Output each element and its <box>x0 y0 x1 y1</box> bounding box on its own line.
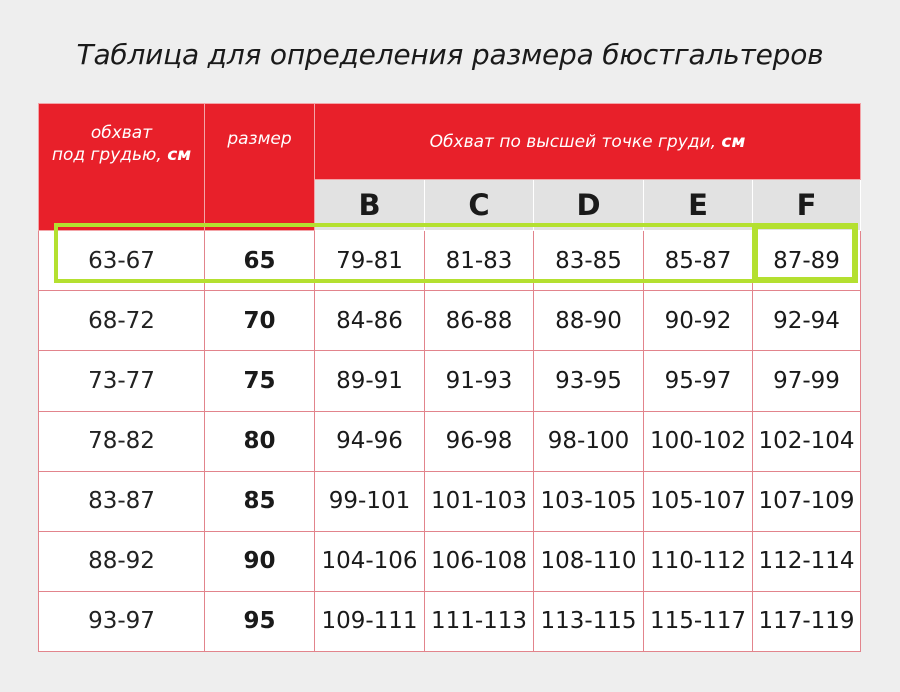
cup-cell: 108-110 <box>534 531 644 591</box>
cup-cell: 94-96 <box>315 411 425 471</box>
underbust-cell: 88-92 <box>39 531 205 591</box>
header-bust <box>315 104 861 180</box>
cup-cell: 90-92 <box>644 291 753 351</box>
cup-cell: 106-108 <box>425 531 534 591</box>
cup-cell: 98-100 <box>534 411 644 471</box>
cup-cell: 110-112 <box>644 531 753 591</box>
cup-cell: 84-86 <box>315 291 425 351</box>
table-row <box>39 591 861 651</box>
cup-cell: 81-83 <box>425 231 534 291</box>
header-bust-unit: см <box>721 131 746 152</box>
cup-cell: 83-85 <box>534 231 644 291</box>
cup-cell: 104-106 <box>315 531 425 591</box>
cup-cell: 91-93 <box>425 351 534 411</box>
header-underbust <box>39 104 205 231</box>
cup-cell: 85-87 <box>644 231 753 291</box>
header-bust-label: Обхват по высшей точке груди, <box>429 131 716 152</box>
cup-cell: 113-115 <box>534 591 644 651</box>
underbust-cell: 93-97 <box>39 591 205 651</box>
header-underbust-unit: см <box>167 145 192 165</box>
cup-letter: E <box>644 180 753 231</box>
table-row <box>39 471 861 531</box>
cup-letter: D <box>534 180 644 231</box>
table-header-row <box>39 104 861 180</box>
underbust-cell: 83-87 <box>39 471 205 531</box>
underbust-cell: 63-67 <box>39 231 205 291</box>
header-size <box>205 104 315 231</box>
cup-cell: 101-103 <box>425 471 534 531</box>
cup-cell: 100-102 <box>644 411 753 471</box>
table-row <box>39 351 861 411</box>
cup-cell: 93-95 <box>534 351 644 411</box>
size-cell: 95 <box>205 591 315 651</box>
cup-cell: 103-105 <box>534 471 644 531</box>
cup-letter: F <box>753 180 861 231</box>
table-row <box>39 531 861 591</box>
size-cell: 80 <box>205 411 315 471</box>
size-cell: 70 <box>205 291 315 351</box>
underbust-cell: 73-77 <box>39 351 205 411</box>
cup-cell: 105-107 <box>644 471 753 531</box>
cup-letter: B <box>315 180 425 231</box>
cup-cell: 87-89 <box>753 231 861 291</box>
cup-cell: 96-98 <box>425 411 534 471</box>
size-cell: 75 <box>205 351 315 411</box>
cup-cell: 115-117 <box>644 591 753 651</box>
cup-cell: 79-81 <box>315 231 425 291</box>
header-underbust-line2: под грудью, <box>51 145 162 165</box>
table-row <box>39 411 861 471</box>
header-underbust-line1: обхват <box>90 123 153 143</box>
size-cell: 90 <box>205 531 315 591</box>
cup-cell: 111-113 <box>425 591 534 651</box>
bra-size-table <box>38 103 861 652</box>
cup-cell: 92-94 <box>753 291 861 351</box>
header-size-label: размер <box>227 129 292 149</box>
cup-cell: 107-109 <box>753 471 861 531</box>
cup-cell: 89-91 <box>315 351 425 411</box>
size-cell: 85 <box>205 471 315 531</box>
cup-cell: 95-97 <box>644 351 753 411</box>
cup-cell: 88-90 <box>534 291 644 351</box>
underbust-cell: 68-72 <box>39 291 205 351</box>
cup-cell: 99-101 <box>315 471 425 531</box>
cup-cell: 109-111 <box>315 591 425 651</box>
underbust-cell: 78-82 <box>39 411 205 471</box>
table-row <box>39 231 861 291</box>
page-title: Таблица для определения размера бюстгальтеров <box>76 38 824 71</box>
table-row <box>39 291 861 351</box>
cup-letter: C <box>425 180 534 231</box>
cup-cell: 102-104 <box>753 411 861 471</box>
cup-cell: 112-114 <box>753 531 861 591</box>
cup-cell: 86-88 <box>425 291 534 351</box>
cup-cell: 97-99 <box>753 351 861 411</box>
cup-cell: 117-119 <box>753 591 861 651</box>
size-cell: 65 <box>205 231 315 291</box>
